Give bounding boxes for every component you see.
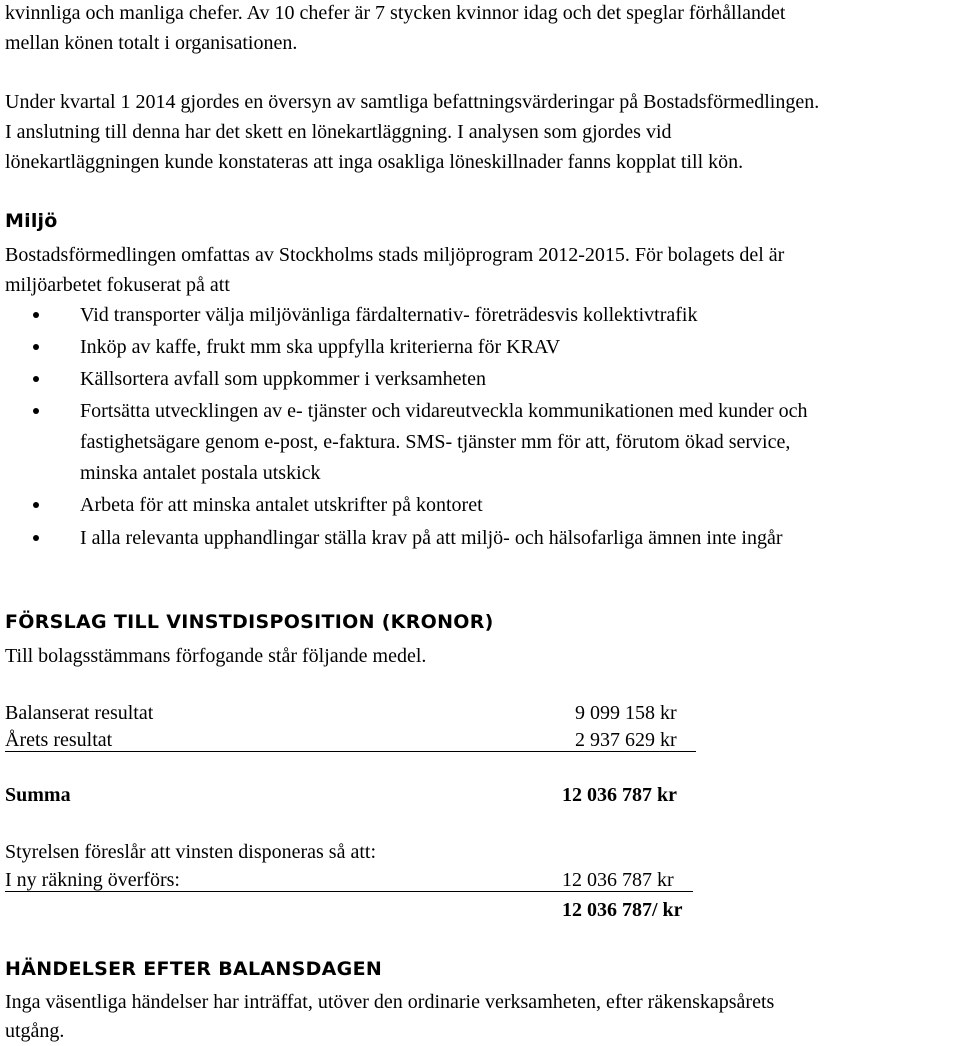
ny-rakning-underline — [5, 891, 693, 892]
list-item-text: Inköp av kaffe, frukt mm ska uppfylla kriterierna för KRAV — [80, 336, 561, 358]
post-balance-line-2: utgång. — [5, 1020, 65, 1042]
list-item-text: Källsortera avfall som uppkommer i verksamheten — [80, 368, 486, 390]
salary-review-line-3: lönekartläggningen kunde konstateras att inga osakliga löneskillnader fanns kopplat till kön. — [5, 151, 744, 173]
environment-intro-line-1: Bostadsförmedlingen omfattas av Stockholms stads miljöprogram 2012-2015. För bolagets del är — [5, 244, 785, 266]
arets-resultat-label: Årets resultat — [5, 729, 113, 751]
environment-heading: Miljö — [5, 210, 58, 232]
post-balance-heading: HÄNDELSER EFTER BALANSDAGEN — [5, 958, 383, 980]
balanserat-resultat-label: Balanserat resultat — [5, 702, 154, 724]
board-proposal-text: Styrelsen föreslår att vinsten disponeras så att: — [5, 841, 377, 863]
list-item-text: minska antalet postala utskick — [80, 462, 321, 484]
ny-rakning-label: I ny räkning överförs: — [5, 869, 180, 891]
bullet-icon — [33, 535, 39, 541]
bullet-icon — [33, 312, 39, 318]
arets-resultat-underline — [5, 751, 696, 752]
list-item-text: Vid transporter välja miljövänliga färdalternativ- företrädesvis kollektivtrafik — [80, 304, 698, 326]
arets-resultat-value: 2 937 629 kr — [575, 729, 677, 751]
list-item-text: fastighetsägare genom e-post, e-faktura. SMS- tjänster mm för att, förutom ökad service, — [80, 431, 791, 453]
bullet-icon — [33, 408, 39, 414]
post-balance-line-1: Inga väsentliga händelser har inträffat, utöver den ordinarie verksamheten, efter räkenskapsårets — [5, 991, 775, 1013]
profit-proposal-intro: Till bolagsstämmans förfogande står följande medel. — [5, 645, 427, 667]
bullet-icon — [33, 502, 39, 508]
summa-label: Summa — [5, 784, 71, 806]
ny-rakning-value: 12 036 787 kr — [562, 869, 674, 891]
profit-proposal-heading: FÖRSLAG TILL VINSTDISPOSITION (KRONOR) — [5, 611, 494, 633]
bullet-icon — [33, 344, 39, 350]
salary-review-line-2: I anslutning till denna har det skett en lönekartläggning. I analysen som gjordes vid — [5, 121, 672, 143]
list-item-text: Arbeta för att minska antalet utskrifter på kontoret — [80, 494, 483, 516]
balanserat-resultat-value: 9 099 158 kr — [575, 702, 677, 724]
salary-review-line-1: Under kvartal 1 2014 gjordes en översyn av samtliga befattningsvärderingar på Bostadsförmedlingen. — [5, 91, 820, 113]
environment-intro-line-2: miljöarbetet fokuserat på att — [5, 274, 230, 296]
bullet-icon — [33, 376, 39, 382]
total-disposition-value: 12 036 787/ kr — [562, 899, 683, 921]
summa-value: 12 036 787 kr — [562, 784, 677, 806]
list-item-text: Fortsätta utvecklingen av e- tjänster och vidareutveckla kommunikationen med kunder och — [80, 400, 808, 422]
intro-line-1: kvinnliga och manliga chefer. Av 10 chefer är 7 stycken kvinnor idag och det speglar förhållandet — [5, 2, 786, 24]
list-item-text: I alla relevanta upphandlingar ställa krav på att miljö- och hälsofarliga ämnen inte ingår — [80, 527, 783, 549]
intro-line-2: mellan könen totalt i organisationen. — [5, 32, 298, 54]
